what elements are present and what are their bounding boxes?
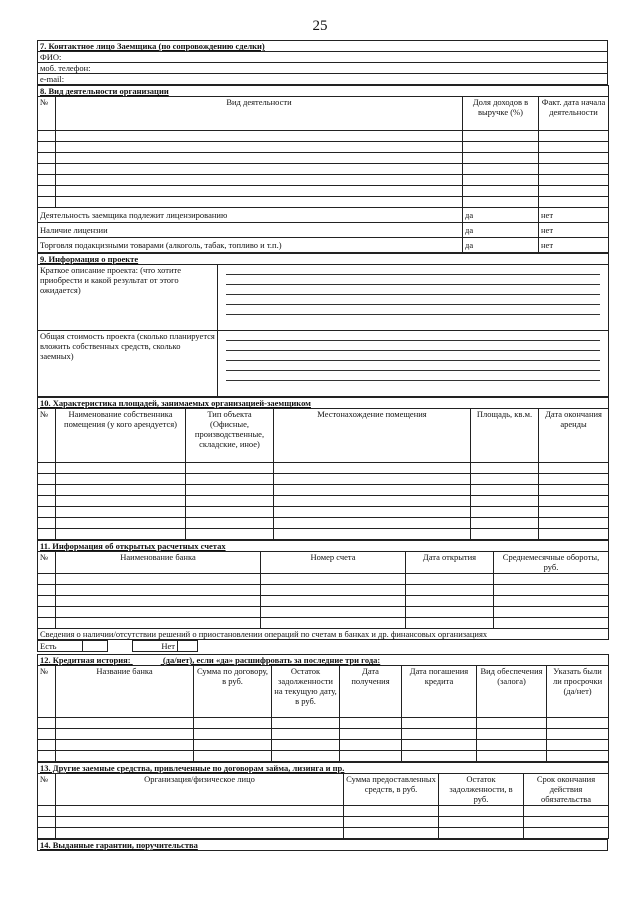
- col-open-date: Дата открытия: [406, 552, 494, 574]
- application-form: [37, 40, 608, 851]
- table-row[interactable]: [38, 740, 609, 751]
- table-row[interactable]: [38, 175, 609, 186]
- table-row[interactable]: [38, 618, 609, 629]
- table-row[interactable]: [38, 574, 609, 585]
- col-collateral: Вид обеспечения (залога): [477, 666, 547, 718]
- table-row[interactable]: [38, 496, 609, 507]
- table-row[interactable]: [38, 596, 609, 607]
- table-row[interactable]: [38, 463, 609, 474]
- suspension-yes-box[interactable]: [83, 641, 108, 652]
- license-yes[interactable]: да: [463, 223, 539, 238]
- section-9-project: [37, 253, 609, 397]
- section-13-other-borrowings: [37, 762, 609, 839]
- col-location: Местонахождение помещения: [274, 409, 471, 463]
- table-row[interactable]: [38, 507, 609, 518]
- col-income-share: Доля доходов в выручке (%): [463, 97, 539, 131]
- col-activity-type: Вид деятельности: [56, 97, 463, 131]
- col-area: Площадь, кв.м.: [471, 409, 539, 463]
- section-12-title: 12. Кредитная история:: [40, 655, 131, 665]
- table-row[interactable]: [38, 485, 609, 496]
- section-11-title: 11. Информация об открытых расчетных счетах: [38, 541, 609, 552]
- table-row[interactable]: [38, 518, 609, 529]
- col-debt-balance: Остаток задолженности на текущую дату, в руб.: [272, 666, 340, 718]
- license-no[interactable]: нет: [539, 223, 609, 238]
- field-email[interactable]: e-mail:: [38, 74, 608, 85]
- col-start-date: Факт. дата начала деятельности: [539, 97, 609, 131]
- section-9-title: 9. Информация о проекте: [38, 254, 609, 265]
- col-contract-sum: Сумма по договору, в руб.: [194, 666, 272, 718]
- suspension-no-box[interactable]: [178, 641, 198, 652]
- col-amount-provided: Сумма предоставленных средств, в руб.: [344, 774, 439, 806]
- col-obligation-end: Срок окончания действия обязательства: [524, 774, 609, 806]
- col-debt-remaining: Остаток задолженности, в руб.: [439, 774, 524, 806]
- section-8-activity: [37, 85, 609, 253]
- suspension-answer: [37, 640, 609, 652]
- col-receive-date: Дата получения: [340, 666, 402, 718]
- col-overdue: Указать были ли просрочки (да/нет): [547, 666, 609, 718]
- table-row[interactable]: [38, 585, 609, 596]
- table-row[interactable]: [38, 153, 609, 164]
- table-row[interactable]: [38, 529, 609, 540]
- table-row[interactable]: [38, 607, 609, 618]
- table-row[interactable]: [38, 164, 609, 175]
- field-fio[interactable]: ФИО:: [38, 52, 608, 63]
- section-7-title: 7. Контактное лицо Заемщика (по сопровождению сделки): [38, 41, 608, 52]
- col-number: №: [38, 409, 56, 463]
- col-number: №: [38, 552, 56, 574]
- table-row[interactable]: [38, 729, 609, 740]
- col-repay-date: Дата погашения кредита: [402, 666, 477, 718]
- section-8-title: 8. Вид деятельности организации: [38, 86, 609, 97]
- suspension-yes-label: Есть: [38, 641, 83, 652]
- excise-yes[interactable]: да: [463, 238, 539, 253]
- suspension-no-label: Нет: [133, 641, 178, 652]
- field-mobile-phone[interactable]: моб. телефон:: [38, 63, 608, 74]
- excise-label: Торговля подакцизными товарами (алкоголь, табак, топливо и т.п.): [38, 238, 463, 253]
- section-10-premises: [37, 397, 609, 540]
- col-lease-end: Дата окончания аренды: [539, 409, 609, 463]
- licensing-label: Деятельность заемщика подлежит лицензированию: [38, 208, 463, 223]
- col-number: №: [38, 666, 56, 718]
- section-7-contact: [37, 40, 608, 85]
- excise-row: [38, 238, 609, 253]
- col-bank-name: Наименование банка: [56, 552, 261, 574]
- license-row: [38, 223, 609, 238]
- project-description-label: Краткое описание проекта: (что хотите приобрести и какой результат от этого ожидается): [38, 265, 218, 331]
- table-row[interactable]: [38, 197, 609, 208]
- license-label: Наличие лицензии: [38, 223, 463, 238]
- table-row[interactable]: [38, 751, 609, 762]
- section-12-credit-history: [37, 654, 609, 762]
- section-11-accounts: [37, 540, 609, 640]
- col-number: №: [38, 97, 56, 131]
- table-row[interactable]: [38, 718, 609, 729]
- licensing-row: [38, 208, 609, 223]
- project-cost-field[interactable]: [218, 331, 609, 397]
- table-row[interactable]: [38, 142, 609, 153]
- table-row[interactable]: [38, 817, 609, 828]
- licensing-no[interactable]: нет: [539, 208, 609, 223]
- table-row[interactable]: [38, 131, 609, 142]
- col-object-type: Тип объекта (Офисные, производственные, складские, иное): [186, 409, 274, 463]
- col-account-number: Номер счета: [261, 552, 406, 574]
- section-12-subtitle: (да/нет), если «да» расшифровать за последние три года:: [162, 655, 381, 665]
- project-description-field[interactable]: [218, 265, 609, 331]
- col-organization: Организация/физическое лицо: [56, 774, 344, 806]
- table-row[interactable]: [38, 806, 609, 817]
- section-10-title: 10. Характеристика площадей, занимаемых организацией-заемщиком: [38, 398, 609, 409]
- section-14-title: 14. Выданные гарантии, поручительства: [38, 840, 608, 851]
- table-row[interactable]: [38, 828, 609, 839]
- project-cost-label: Общая стоимость проекта (сколько планируется вложить собственных средств, сколько заемных): [38, 331, 218, 397]
- table-row[interactable]: [38, 186, 609, 197]
- col-owner: Наименование собственника помещения (у кого арендуется): [56, 409, 186, 463]
- section-14-guarantees: [37, 839, 608, 851]
- section-13-title: 13. Другие заемные средства, привлеченные по договорам займа, лизинга и пр.: [38, 763, 609, 774]
- suspension-note: Сведения о наличии/отсутствии решений о приостановлении операций по счетам в банках и др. финансовых организациях: [38, 629, 609, 640]
- col-bank-name: Название банка: [56, 666, 194, 718]
- table-row[interactable]: [38, 474, 609, 485]
- col-monthly-turnover: Среднемесячные обороты, руб.: [494, 552, 609, 574]
- page-number: 25: [312, 18, 328, 34]
- col-number: №: [38, 774, 56, 806]
- excise-no[interactable]: нет: [539, 238, 609, 253]
- licensing-yes[interactable]: да: [463, 208, 539, 223]
